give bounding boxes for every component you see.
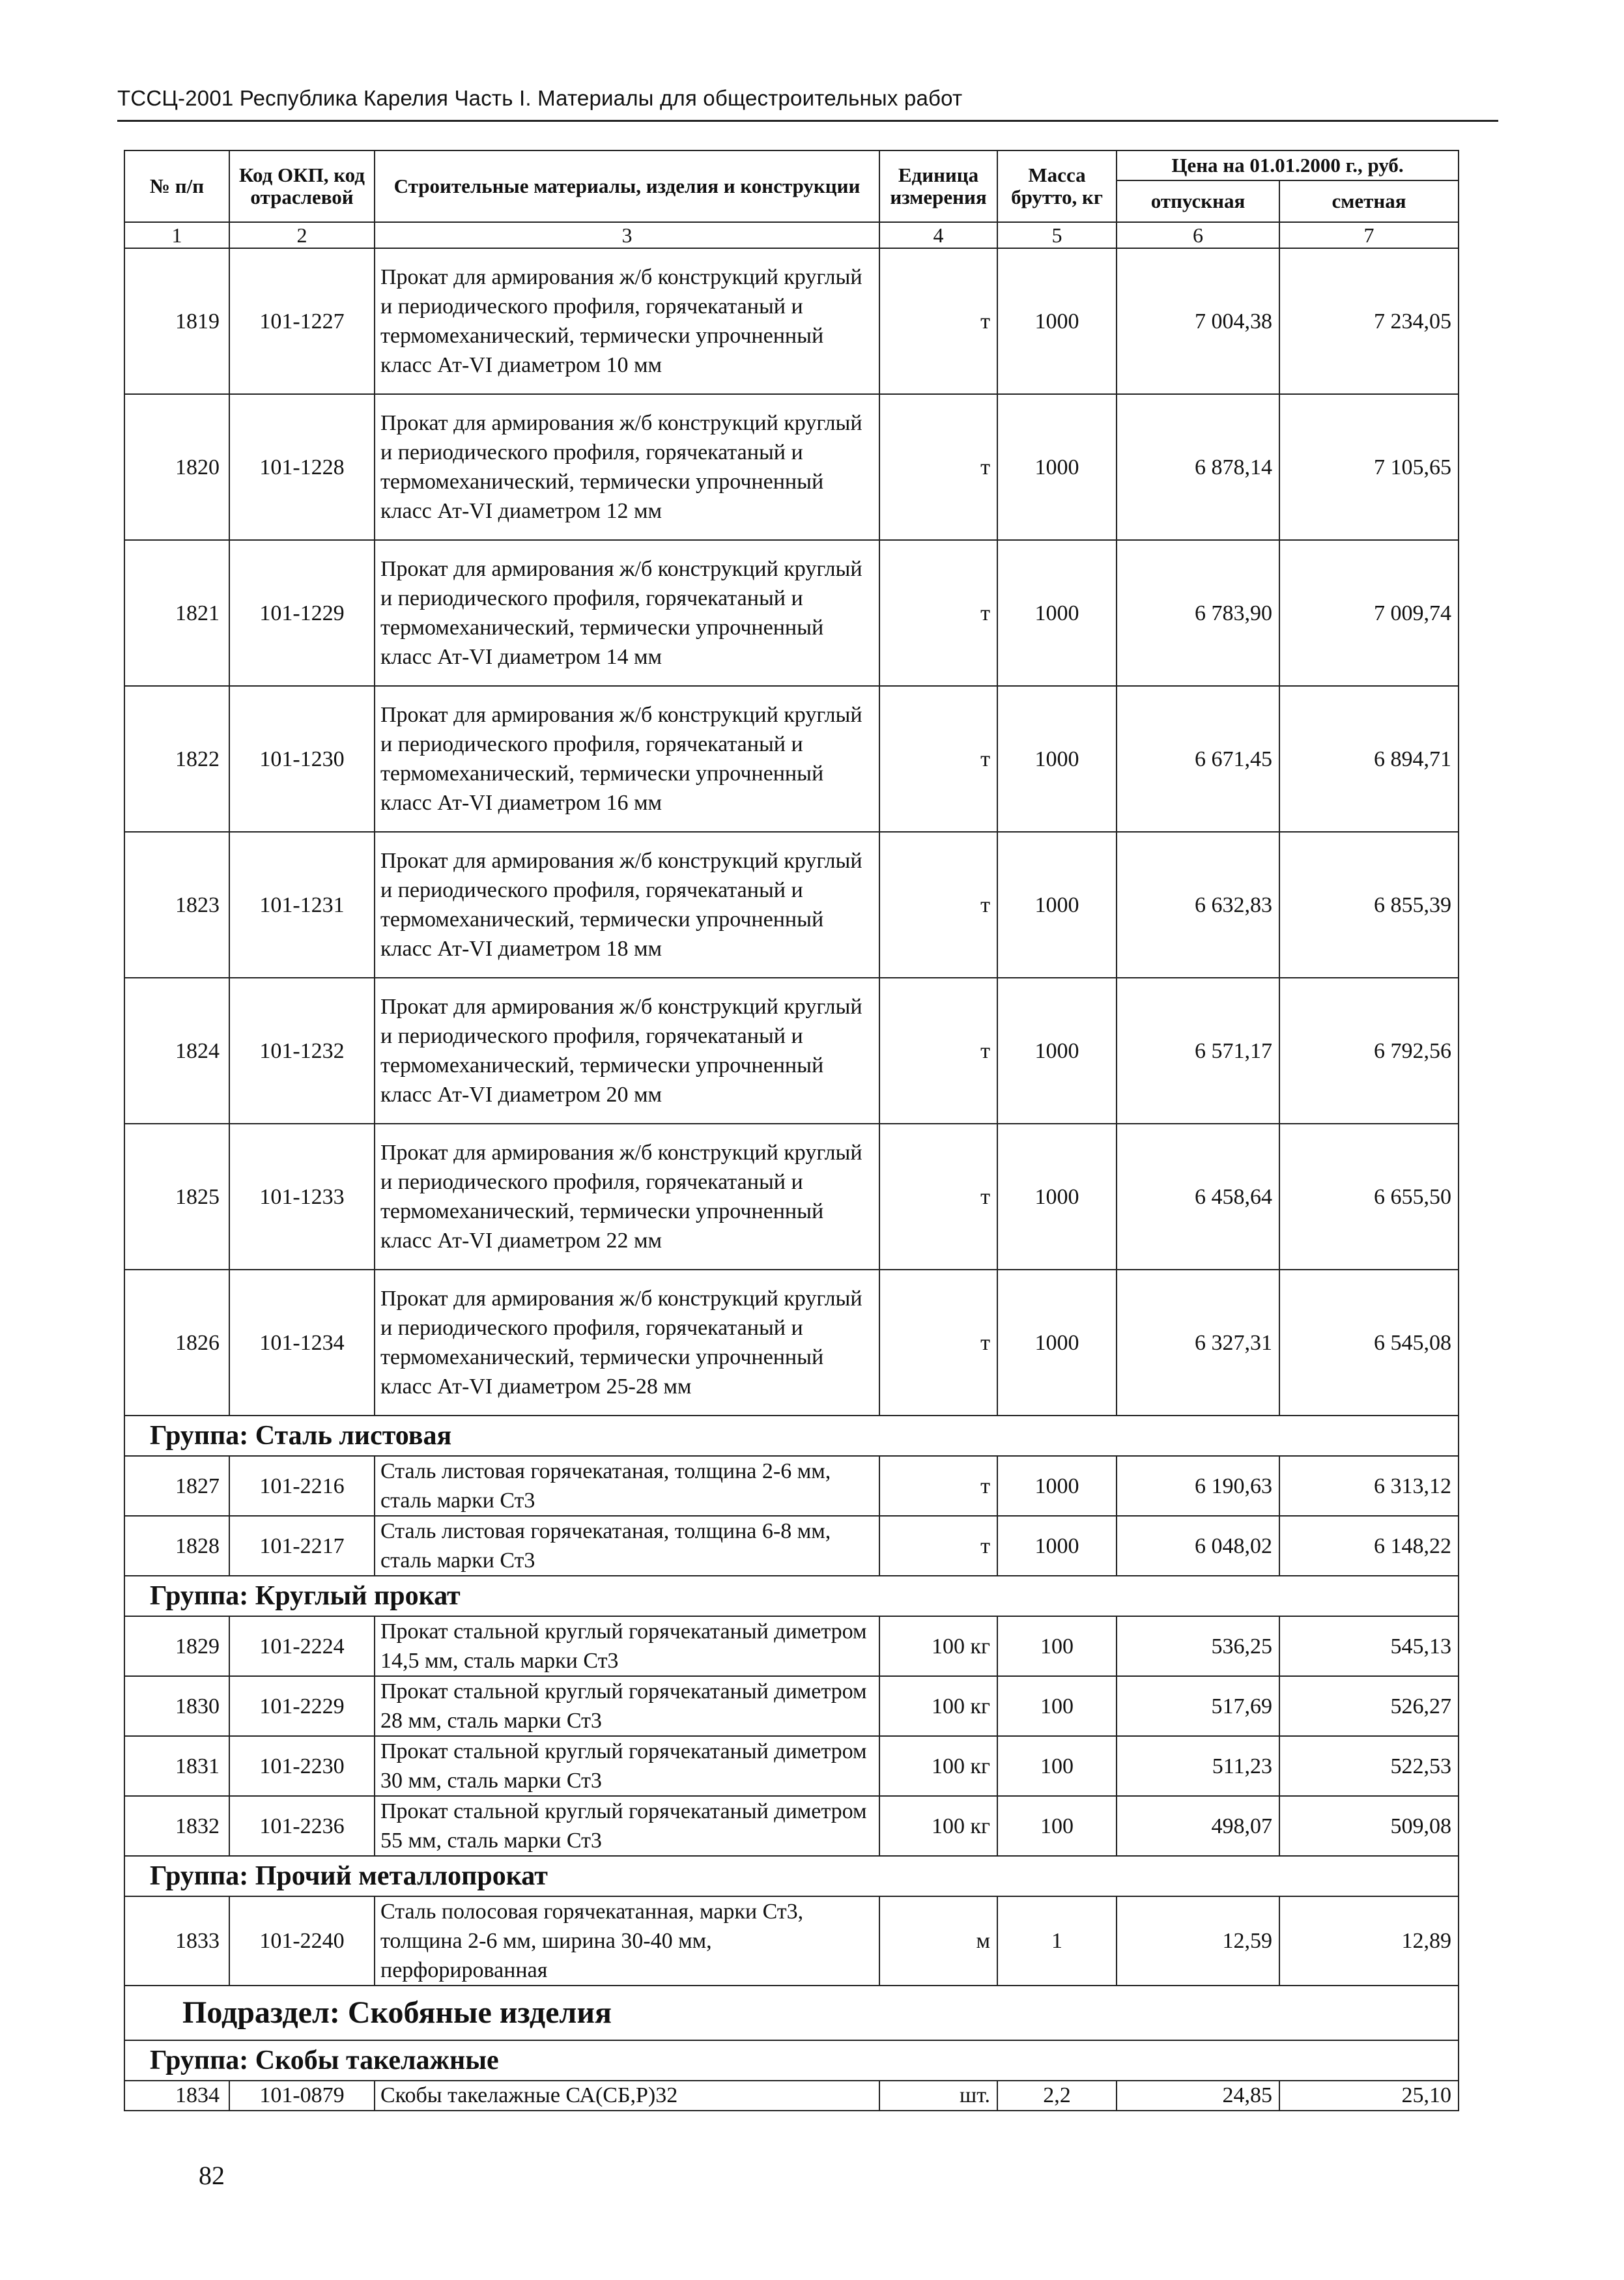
- table-row: [124, 1736, 1459, 1796]
- page-number: 82: [199, 2161, 225, 2190]
- row-code: 101-2240: [229, 1896, 375, 1986]
- row-code: 101-1232: [229, 978, 375, 1124]
- header-name: Строительные материалы, изделия и конструкции: [375, 150, 879, 222]
- row-name: Прокат для армирования ж/б конструкций круглый и периодического профиля, горячекатаный и термомеханический, термически упрочненный класс Ат-VI диаметром 20 мм: [375, 978, 879, 1124]
- column-number: 6: [1117, 222, 1279, 248]
- column-number-row: [124, 222, 1459, 248]
- row-unit: 100 кг: [879, 1676, 997, 1736]
- row-mass: 1000: [997, 1456, 1117, 1516]
- row-number: 1834: [124, 2081, 229, 2111]
- row-estimate-price: 6 313,12: [1279, 1456, 1459, 1516]
- row-mass: 100: [997, 1676, 1117, 1736]
- header-release-price: отпускная: [1117, 180, 1279, 222]
- table-header-row: [124, 150, 1459, 180]
- row-mass: 1000: [997, 832, 1117, 978]
- subsection-heading: Подраздел: Скобяные изделия: [124, 1986, 1459, 2040]
- row-release-price: 6 571,17: [1117, 978, 1279, 1124]
- table-row: [124, 832, 1459, 978]
- group-heading: Группа: Круглый прокат: [124, 1576, 1459, 1616]
- row-unit: т: [879, 394, 997, 540]
- row-mass: 1000: [997, 1516, 1117, 1576]
- row-release-price: 517,69: [1117, 1676, 1279, 1736]
- row-mass: 1000: [997, 540, 1117, 686]
- row-name: Сталь листовая горячекатаная, толщина 6-8 мм, сталь марки Ст3: [375, 1516, 879, 1576]
- row-estimate-price: 7 234,05: [1279, 248, 1459, 394]
- column-number: 7: [1279, 222, 1459, 248]
- row-release-price: 6 458,64: [1117, 1124, 1279, 1270]
- header-mass: Масса брутто, кг: [997, 150, 1117, 222]
- row-mass: 1000: [997, 1124, 1117, 1270]
- row-estimate-price: 6 655,50: [1279, 1124, 1459, 1270]
- table-row: [124, 1456, 1459, 1516]
- row-release-price: 6 878,14: [1117, 394, 1279, 540]
- header-unit: Единица измерения: [879, 150, 997, 222]
- row-unit: т: [879, 540, 997, 686]
- row-mass: 1: [997, 1896, 1117, 1986]
- row-mass: 100: [997, 1616, 1117, 1676]
- row-name: Прокат для армирования ж/б конструкций круглый и периодического профиля, горячекатаный и термомеханический, термически упрочненный класс Ат-VI диаметром 16 мм: [375, 686, 879, 832]
- row-number: 1831: [124, 1736, 229, 1796]
- row-unit: т: [879, 1124, 997, 1270]
- row-code: 101-1229: [229, 540, 375, 686]
- row-number: 1825: [124, 1124, 229, 1270]
- row-estimate-price: 7 009,74: [1279, 540, 1459, 686]
- row-estimate-price: 526,27: [1279, 1676, 1459, 1736]
- row-release-price: 6 783,90: [1117, 540, 1279, 686]
- row-unit: т: [879, 1456, 997, 1516]
- row-unit: 100 кг: [879, 1796, 997, 1856]
- row-name: Прокат для армирования ж/б конструкций круглый и периодического профиля, горячекатаный и термомеханический, термически упрочненный класс Ат-VI диаметром 14 мм: [375, 540, 879, 686]
- table-row: [124, 2081, 1459, 2111]
- row-mass: 1000: [997, 248, 1117, 394]
- row-release-price: 24,85: [1117, 2081, 1279, 2111]
- row-release-price: 6 671,45: [1117, 686, 1279, 832]
- row-release-price: 511,23: [1117, 1736, 1279, 1796]
- row-release-price: 6 632,83: [1117, 832, 1279, 978]
- row-code: 101-0879: [229, 2081, 375, 2111]
- group-row: [124, 1416, 1459, 1456]
- row-estimate-price: 545,13: [1279, 1616, 1459, 1676]
- row-release-price: 7 004,38: [1117, 248, 1279, 394]
- row-unit: т: [879, 832, 997, 978]
- row-unit: 100 кг: [879, 1616, 997, 1676]
- row-number: 1829: [124, 1616, 229, 1676]
- table-row: [124, 978, 1459, 1124]
- price-table: [124, 150, 1459, 2111]
- row-mass: 1000: [997, 1270, 1117, 1416]
- row-mass: 100: [997, 1736, 1117, 1796]
- column-number: 1: [124, 222, 229, 248]
- column-number: 2: [229, 222, 375, 248]
- row-unit: шт.: [879, 2081, 997, 2111]
- row-name: Прокат стальной круглый горячекатаный диметром 55 мм, сталь марки Ст3: [375, 1796, 879, 1856]
- table-row: [124, 1124, 1459, 1270]
- row-number: 1823: [124, 832, 229, 978]
- row-code: 101-1231: [229, 832, 375, 978]
- table-row: [124, 1270, 1459, 1416]
- row-name: Сталь листовая горячекатаная, толщина 2-6 мм, сталь марки Ст3: [375, 1456, 879, 1516]
- row-code: 101-2217: [229, 1516, 375, 1576]
- row-number: 1826: [124, 1270, 229, 1416]
- row-unit: м: [879, 1896, 997, 1986]
- row-code: 101-2230: [229, 1736, 375, 1796]
- header-no: № п/п: [124, 150, 229, 222]
- header-estimate-price: сметная: [1279, 180, 1459, 222]
- row-mass: 1000: [997, 686, 1117, 832]
- page-header-title: ТССЦ-2001 Республика Карелия Часть I. Материалы для общестроительных работ: [117, 86, 963, 110]
- row-name: Прокат для армирования ж/б конструкций круглый и периодического профиля, горячекатаный и термомеханический, термически упрочненный класс Ат-VI диаметром 22 мм: [375, 1124, 879, 1270]
- row-release-price: 12,59: [1117, 1896, 1279, 1986]
- row-release-price: 6 048,02: [1117, 1516, 1279, 1576]
- row-estimate-price: 25,10: [1279, 2081, 1459, 2111]
- row-number: 1821: [124, 540, 229, 686]
- header-code: Код ОКП, код отраслевой: [229, 150, 375, 222]
- row-code: 101-1230: [229, 686, 375, 832]
- table-row: [124, 686, 1459, 832]
- row-unit: т: [879, 978, 997, 1124]
- row-release-price: 536,25: [1117, 1616, 1279, 1676]
- row-code: 101-1227: [229, 248, 375, 394]
- row-name: Прокат для армирования ж/б конструкций круглый и периодического профиля, горячекатаный и термомеханический, термически упрочненный класс Ат-VI диаметром 18 мм: [375, 832, 879, 978]
- row-estimate-price: 6 855,39: [1279, 832, 1459, 978]
- row-number: 1832: [124, 1796, 229, 1856]
- column-number: 3: [375, 222, 879, 248]
- table-row: [124, 248, 1459, 394]
- row-number: 1833: [124, 1896, 229, 1986]
- row-number: 1820: [124, 394, 229, 540]
- group-heading: Группа: Прочий металлопрокат: [124, 1856, 1459, 1896]
- row-unit: т: [879, 686, 997, 832]
- row-estimate-price: 6 894,71: [1279, 686, 1459, 832]
- row-mass: 100: [997, 1796, 1117, 1856]
- group-heading: Группа: Сталь листовая: [124, 1416, 1459, 1456]
- subsection-row: [124, 1986, 1459, 2040]
- header-price: Цена на 01.01.2000 г., руб.: [1117, 150, 1459, 180]
- group-row: [124, 2040, 1459, 2081]
- row-number: 1830: [124, 1676, 229, 1736]
- row-estimate-price: 12,89: [1279, 1896, 1459, 1986]
- row-mass: 2,2: [997, 2081, 1117, 2111]
- row-mass: 1000: [997, 394, 1117, 540]
- row-number: 1827: [124, 1456, 229, 1516]
- row-number: 1819: [124, 248, 229, 394]
- row-release-price: 6 327,31: [1117, 1270, 1279, 1416]
- row-code: 101-2236: [229, 1796, 375, 1856]
- group-heading: Группа: Скобы такелажные: [124, 2040, 1459, 2081]
- row-number: 1824: [124, 978, 229, 1124]
- row-code: 101-2229: [229, 1676, 375, 1736]
- group-row: [124, 1856, 1459, 1896]
- row-name: Прокат стальной круглый горячекатаный диметром 28 мм, сталь марки Ст3: [375, 1676, 879, 1736]
- row-estimate-price: 6 792,56: [1279, 978, 1459, 1124]
- row-name: Прокат стальной круглый горячекатаный диметром 14,5 мм, сталь марки Ст3: [375, 1616, 879, 1676]
- row-release-price: 6 190,63: [1117, 1456, 1279, 1516]
- table-body: [124, 248, 1459, 2111]
- column-number: 5: [997, 222, 1117, 248]
- row-code: 101-1234: [229, 1270, 375, 1416]
- row-release-price: 498,07: [1117, 1796, 1279, 1856]
- row-name: Прокат стальной круглый горячекатаный диметром 30 мм, сталь марки Ст3: [375, 1736, 879, 1796]
- row-unit: 100 кг: [879, 1736, 997, 1796]
- row-name: Прокат для армирования ж/б конструкций круглый и периодического профиля, горячекатаный и термомеханический, термически упрочненный класс Ат-VI диаметром 10 мм: [375, 248, 879, 394]
- table-row: [124, 1676, 1459, 1736]
- row-unit: т: [879, 1516, 997, 1576]
- table-row: [124, 1796, 1459, 1856]
- row-estimate-price: 7 105,65: [1279, 394, 1459, 540]
- group-row: [124, 1576, 1459, 1616]
- row-mass: 1000: [997, 978, 1117, 1124]
- row-unit: т: [879, 1270, 997, 1416]
- row-estimate-price: 522,53: [1279, 1736, 1459, 1796]
- row-estimate-price: 6 148,22: [1279, 1516, 1459, 1576]
- row-name: Прокат для армирования ж/б конструкций круглый и периодического профиля, горячекатаный и термомеханический, термически упрочненный класс Ат-VI диаметром 12 мм: [375, 394, 879, 540]
- row-number: 1822: [124, 686, 229, 832]
- row-number: 1828: [124, 1516, 229, 1576]
- table-row: [124, 394, 1459, 540]
- row-code: 101-2224: [229, 1616, 375, 1676]
- row-unit: т: [879, 248, 997, 394]
- row-code: 101-1233: [229, 1124, 375, 1270]
- row-estimate-price: 6 545,08: [1279, 1270, 1459, 1416]
- header-divider: [117, 120, 1498, 122]
- row-estimate-price: 509,08: [1279, 1796, 1459, 1856]
- row-code: 101-1228: [229, 394, 375, 540]
- row-code: 101-2216: [229, 1456, 375, 1516]
- row-name: Прокат для армирования ж/б конструкций круглый и периодического профиля, горячекатаный и термомеханический, термически упрочненный класс Ат-VI диаметром 25-28 мм: [375, 1270, 879, 1416]
- table-row: [124, 1516, 1459, 1576]
- row-name: Скобы такелажные СА(СБ,Р)32: [375, 2081, 879, 2111]
- table-row: [124, 540, 1459, 686]
- row-name: Сталь полосовая горячекатанная, марки Ст3, толщина 2-6 мм, ширина 30-40 мм, перфорированная: [375, 1896, 879, 1986]
- table-row: [124, 1616, 1459, 1676]
- table-row: [124, 1896, 1459, 1986]
- column-number: 4: [879, 222, 997, 248]
